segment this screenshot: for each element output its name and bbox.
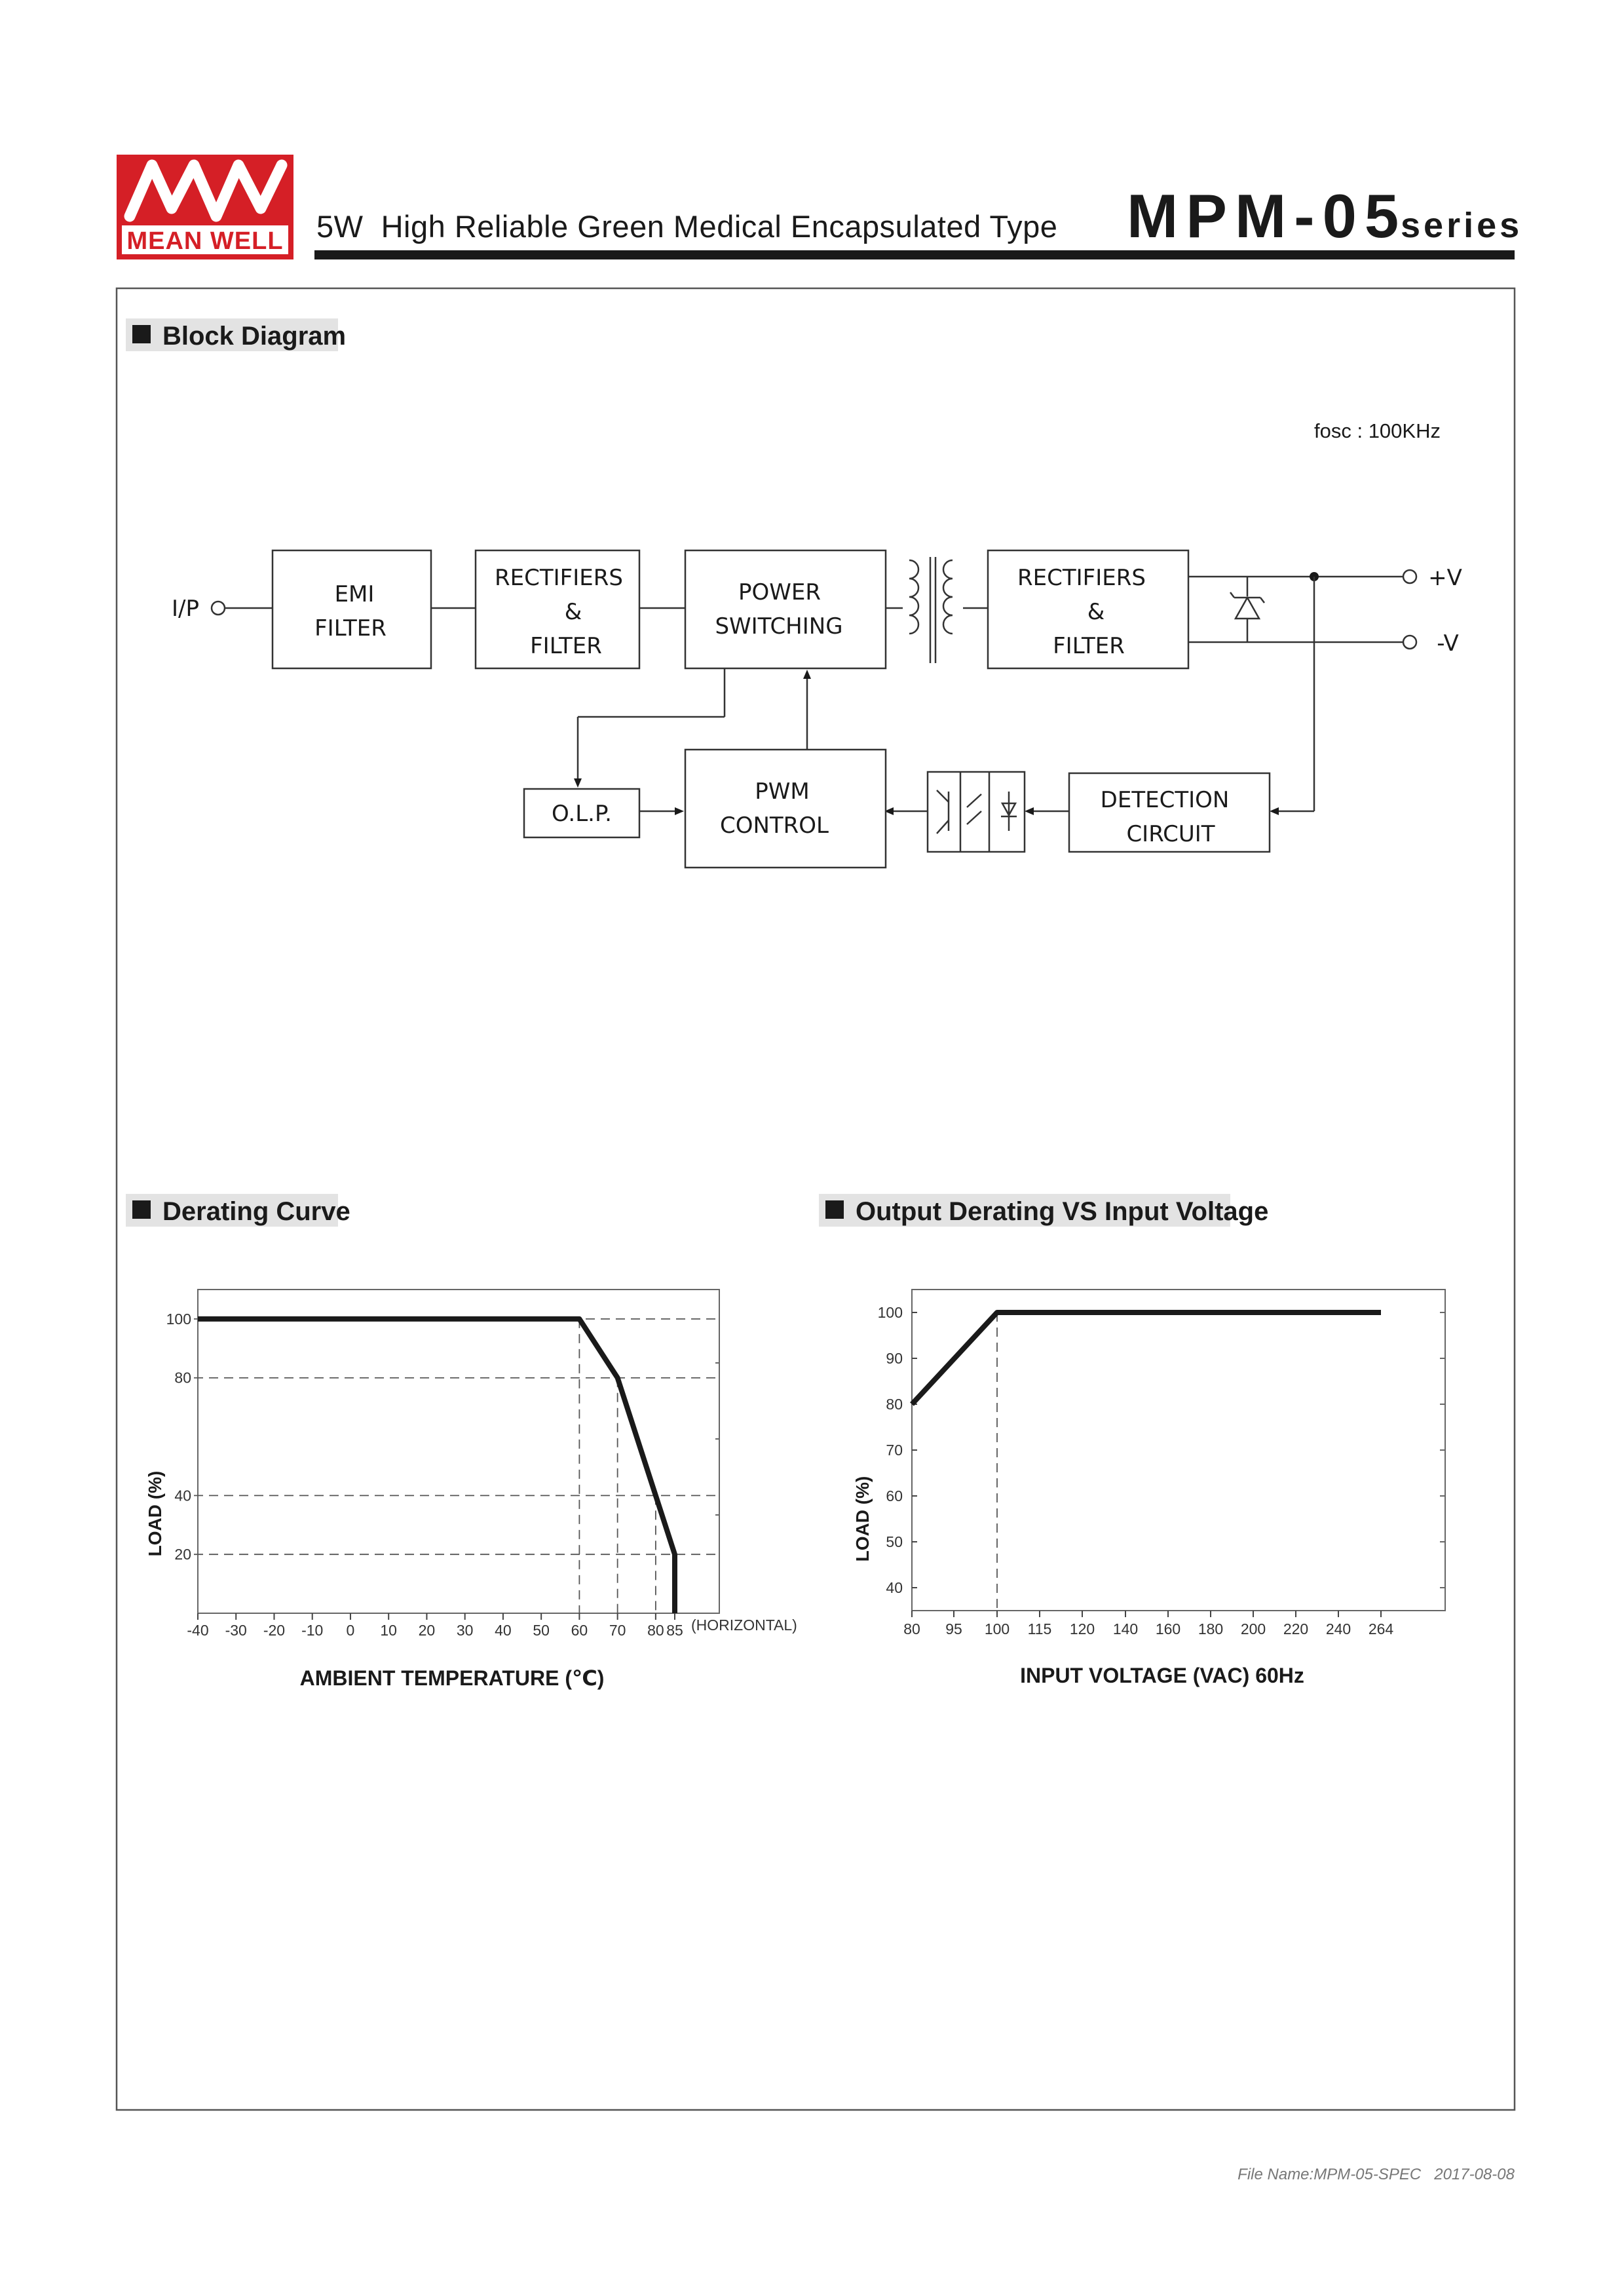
- derating-curve-title: Derating Curve: [162, 1197, 350, 1226]
- derating-x-tick-label: 10: [380, 1622, 397, 1639]
- output-derating-title: Output Derating VS Input Voltage: [856, 1197, 1269, 1226]
- derating-x-tick-label: 70: [609, 1622, 626, 1639]
- output-derating-x-tick-label: 200: [1240, 1620, 1266, 1637]
- output-derating-y-tick-label: 60: [886, 1487, 903, 1504]
- output-pos-label: +V: [1428, 565, 1462, 591]
- output-derating-y-tick-label: 40: [886, 1579, 903, 1596]
- derating-x-tick-label: -10: [301, 1622, 324, 1639]
- output-derating-chart: [852, 1290, 1445, 1687]
- derating-x-tick-label: -40: [187, 1622, 209, 1639]
- output-derating-y-tick-label: 90: [886, 1350, 903, 1367]
- output-derating-x-tick-label: 220: [1283, 1620, 1309, 1637]
- pwm-label-2: CONTROL: [719, 813, 829, 839]
- output-derating-x-axis-label: INPUT VOLTAGE (VAC) 60Hz: [1020, 1664, 1304, 1687]
- derating-x-tick-label: 20: [418, 1622, 436, 1639]
- derating-y-tick-label: 20: [174, 1546, 191, 1563]
- derating-x-tick-label: -30: [225, 1622, 247, 1639]
- rect1-label-1: RECTIFIERS: [495, 565, 623, 591]
- derating-x-tick-label: -20: [263, 1622, 286, 1639]
- block-diagram-title: Block Diagram: [162, 322, 347, 351]
- power-label-1: POWER: [738, 579, 821, 605]
- output-derating-x-tick-label: 120: [1069, 1620, 1095, 1637]
- derating-x-tick-label: 40: [495, 1622, 512, 1639]
- emi-label-2: FILTER: [314, 615, 387, 641]
- output-derating-section-header: [819, 1194, 1268, 1227]
- output-derating-y-tick-label: 80: [886, 1396, 903, 1413]
- transformer-symbol: [909, 557, 953, 663]
- header-series: series: [1401, 206, 1523, 245]
- derating-x-axis-label: AMBIENT TEMPERATURE (℃): [299, 1666, 605, 1690]
- block-diagram-section-header: [126, 318, 346, 351]
- optocoupler-symbol: [928, 772, 1025, 852]
- rect2-label-1: RECTIFIERS: [1017, 565, 1146, 591]
- derating-x-tick-label: 60: [571, 1622, 588, 1639]
- derating-curve-chart: [145, 1290, 797, 1690]
- detection-label-1: DETECTION: [1100, 787, 1230, 813]
- derating-y-tick-label: 100: [166, 1310, 191, 1328]
- power-switching-block: [685, 550, 886, 668]
- zener-diode-symbol: [1230, 577, 1264, 642]
- power-label-2: SWITCHING: [715, 613, 843, 640]
- output-derating-y-axis-label: LOAD (%): [852, 1476, 873, 1562]
- header-subtitle: 5W High Reliable Green Medical Encapsulated Type: [316, 209, 1058, 244]
- derating-y-tick-label: 40: [174, 1487, 191, 1504]
- derating-x-tick-label: 30: [456, 1622, 474, 1639]
- output-derating-x-tick-label: 180: [1198, 1620, 1224, 1637]
- header-model: MPM-05: [1127, 182, 1407, 250]
- output-derating-x-tick-label: 80: [903, 1620, 920, 1637]
- output-derating-x-tick-label: 95: [945, 1620, 962, 1637]
- pwm-control-block: [685, 750, 886, 868]
- output-derating-y-tick-label: 70: [886, 1442, 903, 1459]
- output-derating-line: [912, 1312, 1381, 1404]
- header-rule: [314, 250, 1515, 259]
- rect1-label-3: FILTER: [530, 633, 602, 659]
- derating-x-tick-label: 0: [346, 1622, 355, 1639]
- emi-filter-block: [273, 550, 431, 668]
- derating-x-tick-label: 50: [533, 1622, 550, 1639]
- output-neg-label: -V: [1437, 630, 1459, 657]
- emi-label-1: EMI: [334, 581, 375, 607]
- derating-x-tick-label: 85: [666, 1622, 683, 1639]
- output-derating-x-tick-label: 160: [1155, 1620, 1181, 1637]
- derating-y-tick-label: 80: [174, 1369, 191, 1387]
- derating-y-axis-label: LOAD (%): [145, 1470, 165, 1557]
- output-derating-y-tick-label: 100: [877, 1304, 903, 1321]
- derating-x-extra-label: (HORIZONTAL): [691, 1617, 797, 1634]
- derating-curve-line: [198, 1319, 675, 1613]
- footer-file-name: File Name:MPM-05-SPEC 2017-08-08: [1237, 2166, 1515, 2183]
- output-derating-x-tick-label: 100: [984, 1620, 1010, 1637]
- detection-label-2: CIRCUIT: [1126, 821, 1215, 847]
- olp-label: O.L.P.: [552, 801, 612, 827]
- output-derating-x-tick-label: 240: [1325, 1620, 1351, 1637]
- rect2-label-2: &: [1087, 599, 1105, 625]
- output-derating-x-tick-label: 115: [1027, 1620, 1052, 1637]
- rect2-label-3: FILTER: [1053, 633, 1125, 659]
- output-derating-x-tick-label: 140: [1112, 1620, 1139, 1637]
- rect1-label-2: &: [564, 599, 582, 625]
- output-derating-plot-area: [912, 1290, 1445, 1611]
- input-label: I/P: [172, 596, 199, 622]
- fosc-label: fosc : 100KHz: [1314, 419, 1441, 442]
- mean-well-logo: [117, 155, 293, 259]
- pwm-label-1: PWM: [755, 778, 810, 805]
- logo-text: MEAN WELL: [126, 227, 284, 255]
- output-derating-y-tick-label: 50: [886, 1533, 903, 1550]
- output-derating-x-tick-label: 264: [1368, 1620, 1394, 1637]
- derating-curve-section-header: [126, 1194, 350, 1227]
- derating-x-tick-label: 80: [647, 1622, 664, 1639]
